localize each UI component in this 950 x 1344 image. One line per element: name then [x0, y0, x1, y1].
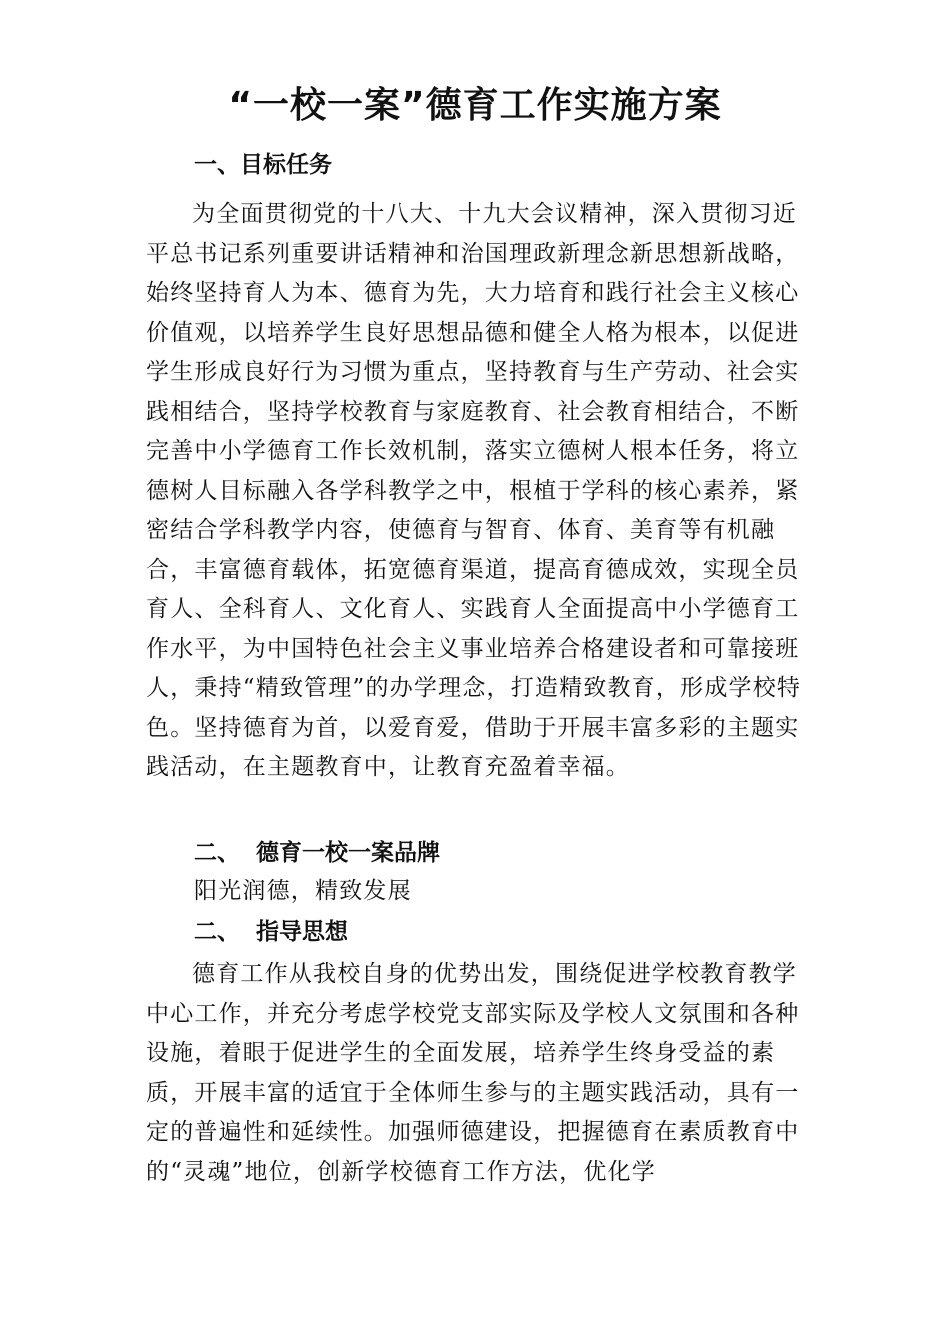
document-title: “一校一案”德育工作实施方案 [228, 85, 722, 126]
section-paragraph-goals: 为全面贯彻党的十八大、十九大会议精神，深入贯彻习近平总书记系列重要讲话精神和治国理政新理念新思想新战略，始终坚持育人为本、德育为先，大力培育和践行社会主义核心价值观，以培养学生良好思想品德和健全人格为根本，以促进学生形成良好行为习惯为重点，坚持教育与生产劳动、社会实践相结合，坚持学校教育与家庭教育、社会教育相结合，不断完善中小学德育工作长效机制，落实立德树人根本任务，将立德树人目标融入各学科教学之中，根植于学科的核心素养，紧密结合学科教学内容，使德育与智育、体育、美育等有机融合，丰富德育载体，拓宽德育渠道，提高育德成效，实现全员育人、全科育人、文化育人、实践育人全面提高中小学德育工作水平，为中国特色社会主义事业培养合格建设者和可靠接班人，秉持“精致管理”的办学理念，打造精致教育，形成学校特色。坚持德育为首，以爱育爱，借助于开展丰富多彩的主题实践活动，在主题教育中，让教育充盈着幸福。 [146, 201, 802, 780]
section-paragraph-guiding-thought: 德育工作从我校自身的优势出发，围绕促进学校教育教学中心工作，并充分考虑学校党支部实际及学校人文氛围和各种设施，着眼于促进学生的全面发展，培养学生终身受益的素质，开展丰富的适宜于全体师生参与的主题实践活动，具有一定的普遍性和延续性。加强师德建设，把握德育在素质教育中的“灵魂”地位，创新学校德育工作方法，优化学 [146, 961, 800, 1185]
section-heading-goals: 一、目标任务 [194, 152, 332, 178]
section-heading-guiding-thought: 二、 指导思想 [194, 919, 349, 945]
section-line-brand-motto: 阳光润德，精致发展 [194, 878, 412, 904]
section-heading-brand: 二、 德育一校一案品牌 [194, 840, 441, 866]
